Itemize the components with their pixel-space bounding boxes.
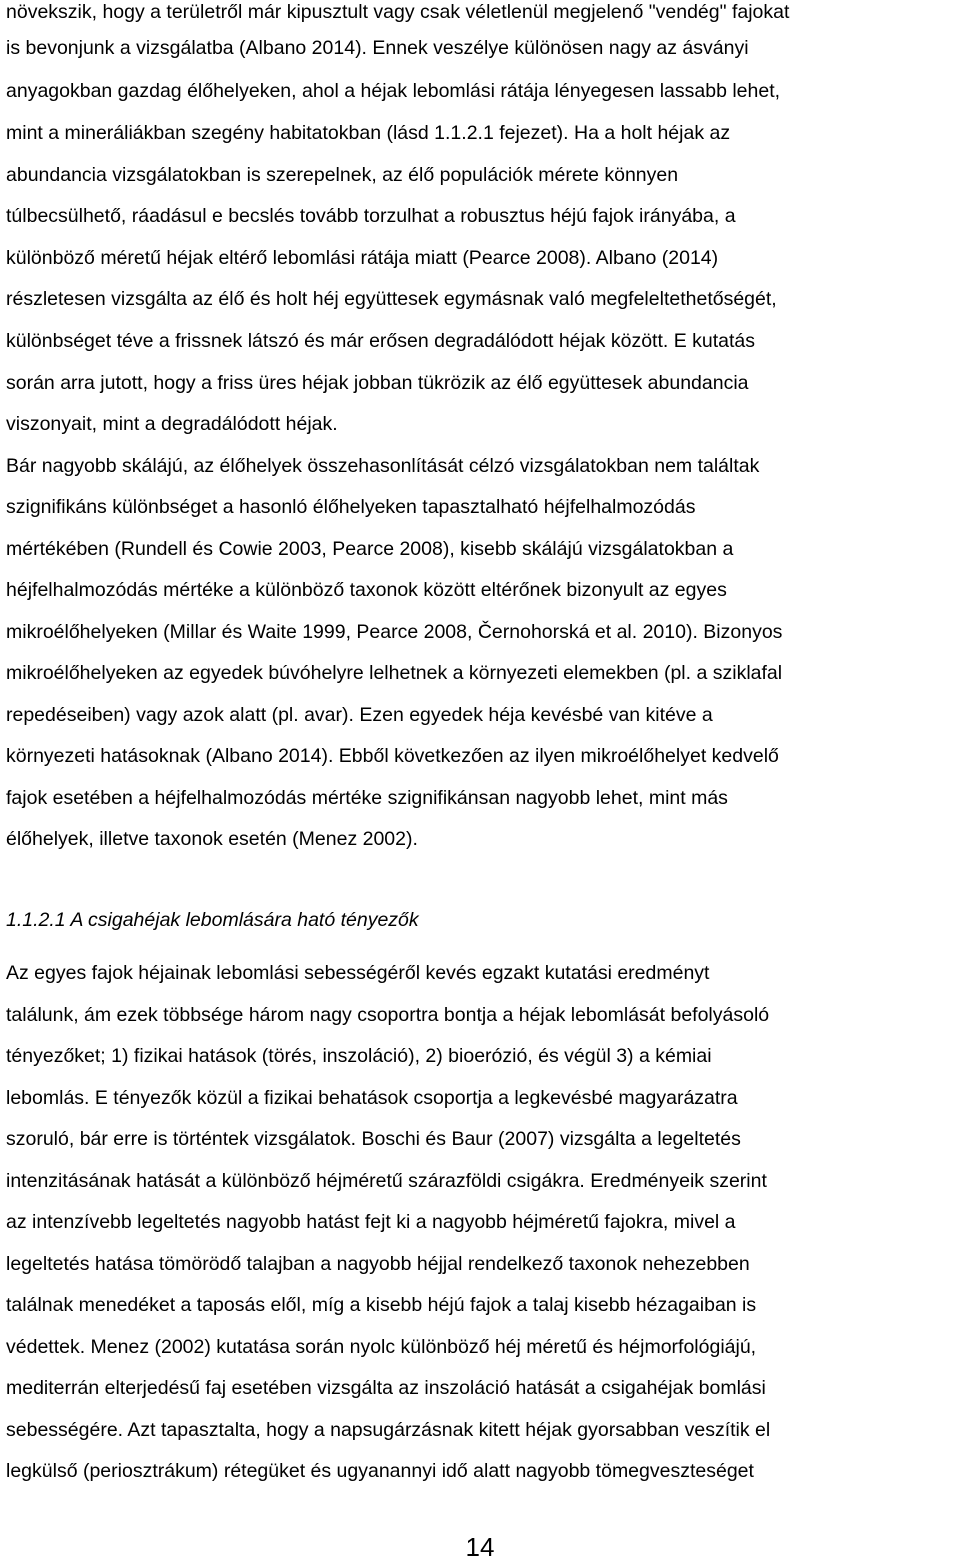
text-line: legeltetés hatása tömörödő talajban a nagyobb héjjal rendelkező taxonok nehezebben bbox=[6, 1253, 750, 1275]
text-line: részletesen vizsgálta az élő és holt héj együttesek egymásnak való megfeleltethetőségét, bbox=[6, 288, 777, 310]
text-line: legkülső (periosztrákum) rétegüket és ugyanannyi idő alatt nagyobb tömegveszteséget bbox=[6, 1460, 754, 1482]
text-line: szignifikáns különbséget a hasonló élőhelyeken tapasztalható héjfelhalmozódás bbox=[6, 496, 696, 518]
text-line: tényezőket; 1) fizikai hatások (törés, inszoláció), 2) bioerózió, és végül 3) a kémiai bbox=[6, 1045, 712, 1067]
text-line: is bevonjunk a vizsgálatba (Albano 2014). Ennek veszélye különösen nagy az ásványi bbox=[6, 37, 749, 59]
text-line: Az egyes fajok héjainak lebomlási sebességéről kevés egzakt kutatási eredményt bbox=[6, 962, 710, 984]
text-line: anyagokban gazdag élőhelyeken, ahol a héjak lebomlási rátája lényegesen lassabb lehet, bbox=[6, 80, 781, 102]
text-line: az intenzívebb legeltetés nagyobb hatást fejt ki a nagyobb héjméretű fajokra, mivel a bbox=[6, 1211, 736, 1233]
text-line: különbséget téve a frissnek látszó és már erősen degradálódott héjak között. E kutatás bbox=[6, 330, 756, 352]
text-line: viszonyait, mint a degradálódott héjak. bbox=[6, 413, 338, 435]
text-line: különböző méretű héjak eltérő lebomlási rátája miatt (Pearce 2008). Albano (2014) bbox=[6, 247, 719, 269]
text-line: túlbecsülhető, ráadásul e becslés tovább torzulhat a robusztus héjú fajok irányába, a bbox=[6, 205, 736, 227]
text-line: mikroélőhelyeken (Millar és Waite 1999, Pearce 2008, Černohorská et al. 2010). Bizonyos bbox=[6, 621, 783, 643]
text-line: környezeti hatásoknak (Albano 2014). Ebből következően az ilyen mikroélőhelyet kedvelő bbox=[6, 745, 779, 767]
text-line: találunk, ám ezek többsége három nagy csoportra bontja a héjak lebomlását befolyásoló bbox=[6, 1004, 770, 1026]
text-line: héjfelhalmozódás mértéke a különböző taxonok között eltérőnek bizonyult az egyes bbox=[6, 579, 727, 601]
text-line: mértékében (Rundell és Cowie 2003, Pearce 2008), kisebb skálájú vizsgálatokban a bbox=[6, 538, 734, 560]
text-line: növekszik, hogy a területről már kipusztult vagy csak véletlenül megjelenő "vendég" fajokat bbox=[6, 1, 790, 23]
text-line: fajok esetében a héjfelhalmozódás mértéke szignifikánsan nagyobb lehet, mint más bbox=[6, 787, 728, 809]
text-line: szoruló, bár erre is történtek vizsgálatok. Boschi és Baur (2007) vizsgálta a legeltetés bbox=[6, 1128, 741, 1150]
page-number: 14 bbox=[465, 1532, 495, 1562]
text-line: repedéseiben) vagy azok alatt (pl. avar). Ezen egyedek héja kevésbé van kitéve a bbox=[6, 704, 713, 726]
text-line: lebomlás. E tényezők közül a fizikai behatások csoportja a legkevésbé magyarázatra bbox=[6, 1087, 738, 1109]
text-line: intenzitásának hatását a különböző héjméretű szárazföldi csigákra. Eredményeik szerint bbox=[6, 1170, 767, 1192]
text-line: abundancia vizsgálatokban is szerepelnek, az élő populációk mérete könnyen bbox=[6, 164, 679, 186]
text-line: mediterrán elterjedésű faj esetében vizsgálta az inszoláció hatását a csigahéjak bomlási bbox=[6, 1377, 766, 1399]
section-heading: 1.1.2.1 A csigahéjak lebomlására ható tényezők bbox=[6, 909, 419, 931]
text-line: élőhelyek, illetve taxonok esetén (Menez 2002). bbox=[6, 828, 418, 850]
text-line: védettek. Menez (2002) kutatása során nyolc különböző héj méretű és héjmorfológiájú, bbox=[6, 1336, 757, 1358]
text-line: mikroélőhelyeken az egyedek búvóhelyre lelhetnek a környezeti elemekben (pl. a sziklafal bbox=[6, 662, 783, 684]
text-line: sebességére. Azt tapasztalta, hogy a napsugárzásnak kitett héjak gyorsabban veszítik el bbox=[6, 1419, 771, 1441]
text-line: mint a mineráliákban szegény habitatokban (lásd 1.1.2.1 fejezet). Ha a holt héjak az bbox=[6, 122, 731, 144]
text-line: során arra jutott, hogy a friss üres héjak jobban tükrözik az élő együttesek abundancia bbox=[6, 372, 749, 394]
text-line: Bár nagyobb skálájú, az élőhelyek összehasonlítását célzó vizsgálatokban nem találtak bbox=[6, 455, 760, 477]
text-line: találnak menedéket a taposás elől, míg a kisebb héjú fajok a talaj kisebb hézagaiban is bbox=[6, 1294, 757, 1316]
